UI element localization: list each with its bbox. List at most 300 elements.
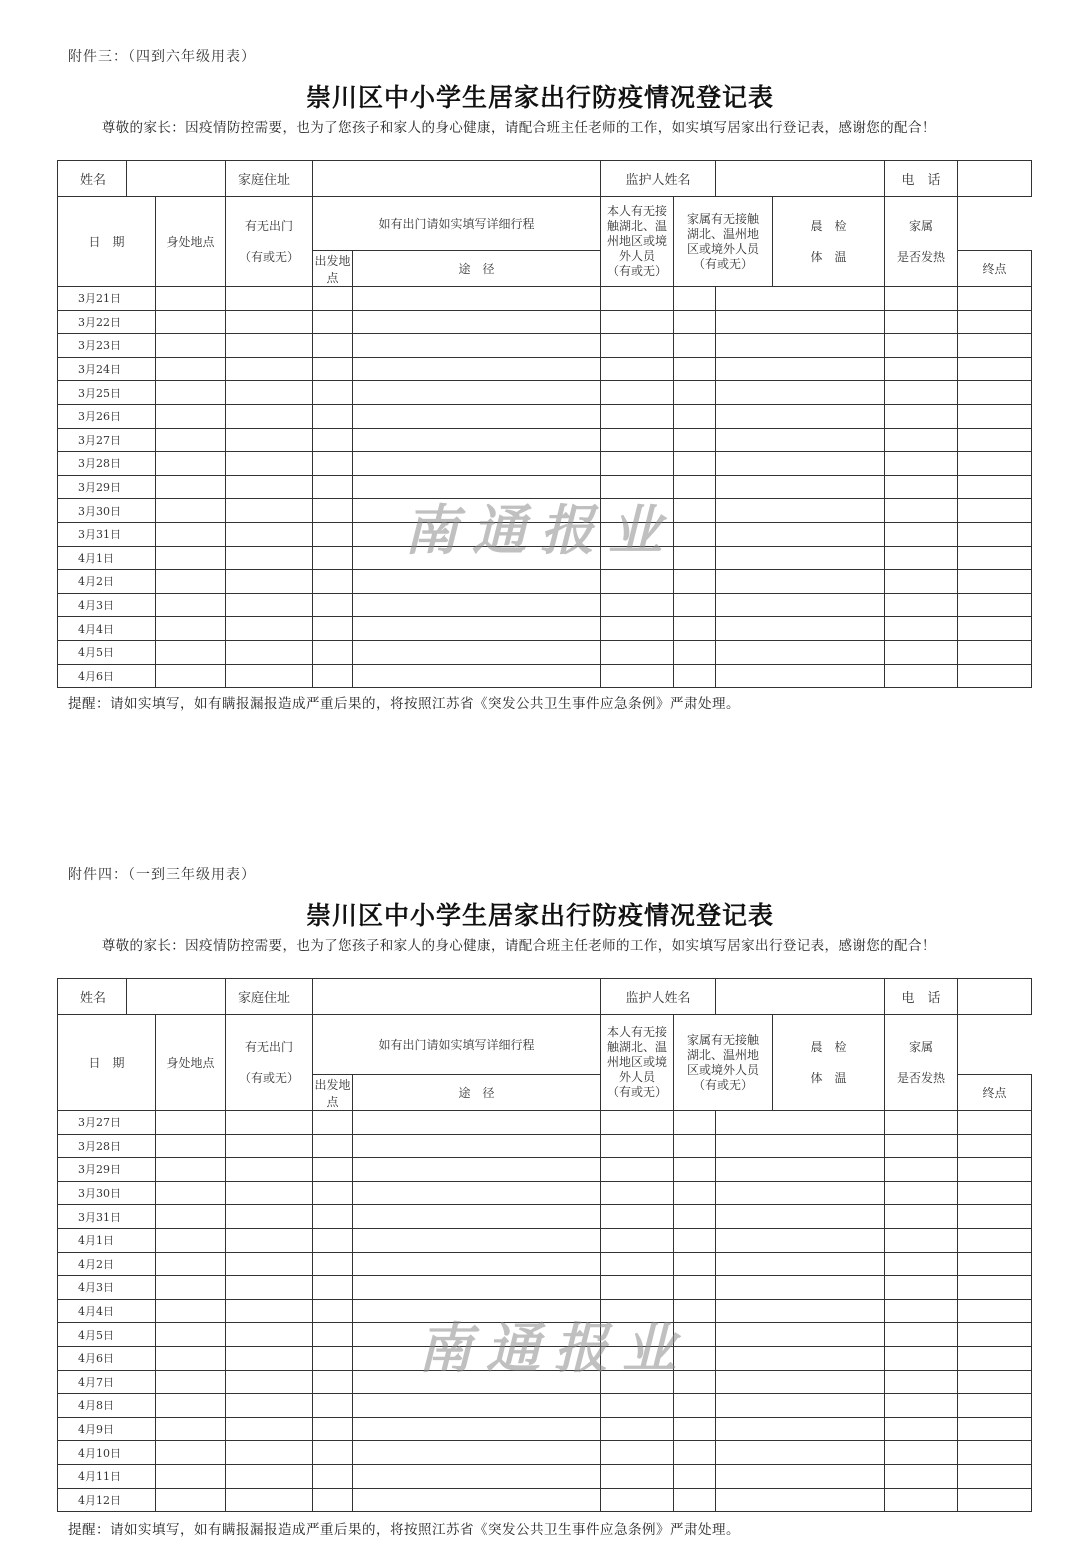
- family-fever-cell[interactable]: [958, 1205, 1032, 1229]
- location-cell[interactable]: [156, 1181, 226, 1205]
- route-cell[interactable]: [353, 1464, 601, 1488]
- location-cell[interactable]: [156, 1488, 226, 1512]
- origin-cell[interactable]: [313, 452, 353, 476]
- location-cell[interactable]: [156, 546, 226, 570]
- origin-cell[interactable]: [313, 546, 353, 570]
- name-field[interactable]: [127, 979, 226, 1015]
- went-out-cell[interactable]: [226, 570, 313, 594]
- location-cell[interactable]: [156, 1158, 226, 1182]
- location-cell[interactable]: [156, 381, 226, 405]
- origin-cell[interactable]: [313, 1394, 353, 1418]
- family-fever-cell[interactable]: [958, 1276, 1032, 1300]
- morning-temp-cell[interactable]: [885, 357, 958, 381]
- family-fever-cell[interactable]: [958, 1111, 1032, 1135]
- self-contact-cell[interactable]: [674, 1346, 716, 1370]
- family-fever-cell[interactable]: [958, 1158, 1032, 1182]
- family-fever-cell[interactable]: [958, 1441, 1032, 1465]
- family-fever-cell[interactable]: [958, 287, 1032, 311]
- went-out-cell[interactable]: [226, 1205, 313, 1229]
- destination-cell[interactable]: [601, 1488, 674, 1512]
- self-contact-cell[interactable]: [674, 357, 716, 381]
- location-cell[interactable]: [156, 1346, 226, 1370]
- destination-cell[interactable]: [601, 1205, 674, 1229]
- route-cell[interactable]: [353, 593, 601, 617]
- went-out-cell[interactable]: [226, 381, 313, 405]
- location-cell[interactable]: [156, 1228, 226, 1252]
- destination-cell[interactable]: [601, 522, 674, 546]
- family-contact-cell[interactable]: [716, 357, 885, 381]
- destination-cell[interactable]: [601, 1111, 674, 1135]
- destination-cell[interactable]: [601, 1252, 674, 1276]
- destination-cell[interactable]: [601, 381, 674, 405]
- origin-cell[interactable]: [313, 1228, 353, 1252]
- origin-cell[interactable]: [313, 404, 353, 428]
- destination-cell[interactable]: [601, 1394, 674, 1418]
- destination-cell[interactable]: [601, 1417, 674, 1441]
- morning-temp-cell[interactable]: [885, 1346, 958, 1370]
- destination-cell[interactable]: [601, 357, 674, 381]
- origin-cell[interactable]: [313, 1252, 353, 1276]
- family-fever-cell[interactable]: [958, 570, 1032, 594]
- location-cell[interactable]: [156, 1134, 226, 1158]
- went-out-cell[interactable]: [226, 1488, 313, 1512]
- origin-cell[interactable]: [313, 381, 353, 405]
- destination-cell[interactable]: [601, 1464, 674, 1488]
- self-contact-cell[interactable]: [674, 1158, 716, 1182]
- location-cell[interactable]: [156, 1394, 226, 1418]
- destination-cell[interactable]: [601, 475, 674, 499]
- location-cell[interactable]: [156, 499, 226, 523]
- destination-cell[interactable]: [601, 593, 674, 617]
- morning-temp-cell[interactable]: [885, 475, 958, 499]
- family-fever-cell[interactable]: [958, 499, 1032, 523]
- origin-cell[interactable]: [313, 475, 353, 499]
- location-cell[interactable]: [156, 310, 226, 334]
- location-cell[interactable]: [156, 1323, 226, 1347]
- family-contact-cell[interactable]: [716, 1394, 885, 1418]
- origin-cell[interactable]: [313, 1111, 353, 1135]
- morning-temp-cell[interactable]: [885, 593, 958, 617]
- morning-temp-cell[interactable]: [885, 499, 958, 523]
- morning-temp-cell[interactable]: [885, 404, 958, 428]
- self-contact-cell[interactable]: [674, 1252, 716, 1276]
- family-contact-cell[interactable]: [716, 1441, 885, 1465]
- went-out-cell[interactable]: [226, 452, 313, 476]
- family-fever-cell[interactable]: [958, 475, 1032, 499]
- destination-cell[interactable]: [601, 499, 674, 523]
- family-contact-cell[interactable]: [716, 1488, 885, 1512]
- origin-cell[interactable]: [313, 1488, 353, 1512]
- went-out-cell[interactable]: [226, 334, 313, 358]
- route-cell[interactable]: [353, 334, 601, 358]
- family-contact-cell[interactable]: [716, 475, 885, 499]
- self-contact-cell[interactable]: [674, 617, 716, 641]
- family-fever-cell[interactable]: [958, 1134, 1032, 1158]
- went-out-cell[interactable]: [226, 404, 313, 428]
- family-contact-cell[interactable]: [716, 617, 885, 641]
- morning-temp-cell[interactable]: [885, 664, 958, 688]
- route-cell[interactable]: [353, 1488, 601, 1512]
- origin-cell[interactable]: [313, 334, 353, 358]
- family-contact-cell[interactable]: [716, 1323, 885, 1347]
- family-contact-cell[interactable]: [716, 452, 885, 476]
- address-field[interactable]: [313, 161, 601, 197]
- family-contact-cell[interactable]: [716, 287, 885, 311]
- location-cell[interactable]: [156, 1370, 226, 1394]
- route-cell[interactable]: [353, 1370, 601, 1394]
- destination-cell[interactable]: [601, 570, 674, 594]
- went-out-cell[interactable]: [226, 546, 313, 570]
- destination-cell[interactable]: [601, 287, 674, 311]
- origin-cell[interactable]: [313, 617, 353, 641]
- went-out-cell[interactable]: [226, 593, 313, 617]
- morning-temp-cell[interactable]: [885, 1441, 958, 1465]
- route-cell[interactable]: [353, 1299, 601, 1323]
- morning-temp-cell[interactable]: [885, 570, 958, 594]
- location-cell[interactable]: [156, 570, 226, 594]
- self-contact-cell[interactable]: [674, 1276, 716, 1300]
- went-out-cell[interactable]: [226, 1441, 313, 1465]
- route-cell[interactable]: [353, 1228, 601, 1252]
- family-contact-cell[interactable]: [716, 570, 885, 594]
- family-contact-cell[interactable]: [716, 404, 885, 428]
- self-contact-cell[interactable]: [674, 1323, 716, 1347]
- location-cell[interactable]: [156, 1205, 226, 1229]
- family-fever-cell[interactable]: [958, 428, 1032, 452]
- family-fever-cell[interactable]: [958, 546, 1032, 570]
- self-contact-cell[interactable]: [674, 1134, 716, 1158]
- origin-cell[interactable]: [313, 428, 353, 452]
- morning-temp-cell[interactable]: [885, 1299, 958, 1323]
- phone-field[interactable]: [958, 979, 1032, 1015]
- went-out-cell[interactable]: [226, 475, 313, 499]
- location-cell[interactable]: [156, 664, 226, 688]
- location-cell[interactable]: [156, 1441, 226, 1465]
- location-cell[interactable]: [156, 1417, 226, 1441]
- location-cell[interactable]: [156, 522, 226, 546]
- family-fever-cell[interactable]: [958, 640, 1032, 664]
- origin-cell[interactable]: [313, 1299, 353, 1323]
- destination-cell[interactable]: [601, 664, 674, 688]
- guardian-field[interactable]: [716, 161, 885, 197]
- self-contact-cell[interactable]: [674, 310, 716, 334]
- family-fever-cell[interactable]: [958, 1228, 1032, 1252]
- route-cell[interactable]: [353, 452, 601, 476]
- location-cell[interactable]: [156, 1299, 226, 1323]
- family-fever-cell[interactable]: [958, 1346, 1032, 1370]
- family-fever-cell[interactable]: [958, 404, 1032, 428]
- family-fever-cell[interactable]: [958, 334, 1032, 358]
- family-contact-cell[interactable]: [716, 381, 885, 405]
- self-contact-cell[interactable]: [674, 428, 716, 452]
- origin-cell[interactable]: [313, 570, 353, 594]
- family-contact-cell[interactable]: [716, 499, 885, 523]
- self-contact-cell[interactable]: [674, 1417, 716, 1441]
- family-fever-cell[interactable]: [958, 1488, 1032, 1512]
- went-out-cell[interactable]: [226, 1346, 313, 1370]
- family-contact-cell[interactable]: [716, 1228, 885, 1252]
- route-cell[interactable]: [353, 428, 601, 452]
- went-out-cell[interactable]: [226, 1370, 313, 1394]
- phone-field[interactable]: [958, 161, 1032, 197]
- location-cell[interactable]: [156, 617, 226, 641]
- went-out-cell[interactable]: [226, 1158, 313, 1182]
- morning-temp-cell[interactable]: [885, 452, 958, 476]
- route-cell[interactable]: [353, 1276, 601, 1300]
- route-cell[interactable]: [353, 499, 601, 523]
- self-contact-cell[interactable]: [674, 522, 716, 546]
- family-fever-cell[interactable]: [958, 310, 1032, 334]
- family-fever-cell[interactable]: [958, 1252, 1032, 1276]
- morning-temp-cell[interactable]: [885, 1276, 958, 1300]
- origin-cell[interactable]: [313, 499, 353, 523]
- route-cell[interactable]: [353, 1252, 601, 1276]
- location-cell[interactable]: [156, 1252, 226, 1276]
- family-contact-cell[interactable]: [716, 1464, 885, 1488]
- self-contact-cell[interactable]: [674, 640, 716, 664]
- guardian-field[interactable]: [716, 979, 885, 1015]
- family-fever-cell[interactable]: [958, 1181, 1032, 1205]
- origin-cell[interactable]: [313, 1323, 353, 1347]
- family-fever-cell[interactable]: [958, 522, 1032, 546]
- origin-cell[interactable]: [313, 1181, 353, 1205]
- self-contact-cell[interactable]: [674, 593, 716, 617]
- self-contact-cell[interactable]: [674, 1228, 716, 1252]
- morning-temp-cell[interactable]: [885, 1134, 958, 1158]
- family-contact-cell[interactable]: [716, 1417, 885, 1441]
- route-cell[interactable]: [353, 1346, 601, 1370]
- location-cell[interactable]: [156, 640, 226, 664]
- self-contact-cell[interactable]: [674, 570, 716, 594]
- morning-temp-cell[interactable]: [885, 1488, 958, 1512]
- route-cell[interactable]: [353, 640, 601, 664]
- morning-temp-cell[interactable]: [885, 617, 958, 641]
- destination-cell[interactable]: [601, 310, 674, 334]
- family-contact-cell[interactable]: [716, 1346, 885, 1370]
- destination-cell[interactable]: [601, 1228, 674, 1252]
- route-cell[interactable]: [353, 404, 601, 428]
- location-cell[interactable]: [156, 1464, 226, 1488]
- went-out-cell[interactable]: [226, 1111, 313, 1135]
- morning-temp-cell[interactable]: [885, 1464, 958, 1488]
- family-fever-cell[interactable]: [958, 593, 1032, 617]
- route-cell[interactable]: [353, 287, 601, 311]
- origin-cell[interactable]: [313, 1370, 353, 1394]
- origin-cell[interactable]: [313, 1346, 353, 1370]
- went-out-cell[interactable]: [226, 1394, 313, 1418]
- went-out-cell[interactable]: [226, 1181, 313, 1205]
- destination-cell[interactable]: [601, 1299, 674, 1323]
- family-contact-cell[interactable]: [716, 1205, 885, 1229]
- self-contact-cell[interactable]: [674, 1464, 716, 1488]
- morning-temp-cell[interactable]: [885, 310, 958, 334]
- morning-temp-cell[interactable]: [885, 428, 958, 452]
- family-contact-cell[interactable]: [716, 1299, 885, 1323]
- family-fever-cell[interactable]: [958, 1299, 1032, 1323]
- went-out-cell[interactable]: [226, 1228, 313, 1252]
- family-contact-cell[interactable]: [716, 546, 885, 570]
- morning-temp-cell[interactable]: [885, 1158, 958, 1182]
- destination-cell[interactable]: [601, 1370, 674, 1394]
- went-out-cell[interactable]: [226, 1323, 313, 1347]
- family-contact-cell[interactable]: [716, 1252, 885, 1276]
- went-out-cell[interactable]: [226, 357, 313, 381]
- family-contact-cell[interactable]: [716, 522, 885, 546]
- route-cell[interactable]: [353, 1111, 601, 1135]
- route-cell[interactable]: [353, 310, 601, 334]
- morning-temp-cell[interactable]: [885, 381, 958, 405]
- destination-cell[interactable]: [601, 1134, 674, 1158]
- location-cell[interactable]: [156, 287, 226, 311]
- self-contact-cell[interactable]: [674, 1299, 716, 1323]
- route-cell[interactable]: [353, 522, 601, 546]
- went-out-cell[interactable]: [226, 1417, 313, 1441]
- family-fever-cell[interactable]: [958, 617, 1032, 641]
- morning-temp-cell[interactable]: [885, 1181, 958, 1205]
- route-cell[interactable]: [353, 570, 601, 594]
- route-cell[interactable]: [353, 617, 601, 641]
- family-contact-cell[interactable]: [716, 1276, 885, 1300]
- family-fever-cell[interactable]: [958, 1323, 1032, 1347]
- route-cell[interactable]: [353, 1417, 601, 1441]
- location-cell[interactable]: [156, 334, 226, 358]
- went-out-cell[interactable]: [226, 617, 313, 641]
- location-cell[interactable]: [156, 357, 226, 381]
- self-contact-cell[interactable]: [674, 1370, 716, 1394]
- destination-cell[interactable]: [601, 546, 674, 570]
- went-out-cell[interactable]: [226, 1276, 313, 1300]
- route-cell[interactable]: [353, 546, 601, 570]
- origin-cell[interactable]: [313, 522, 353, 546]
- self-contact-cell[interactable]: [674, 1205, 716, 1229]
- location-cell[interactable]: [156, 1276, 226, 1300]
- morning-temp-cell[interactable]: [885, 1228, 958, 1252]
- morning-temp-cell[interactable]: [885, 1370, 958, 1394]
- destination-cell[interactable]: [601, 1158, 674, 1182]
- destination-cell[interactable]: [601, 428, 674, 452]
- destination-cell[interactable]: [601, 1441, 674, 1465]
- self-contact-cell[interactable]: [674, 1394, 716, 1418]
- location-cell[interactable]: [156, 428, 226, 452]
- family-contact-cell[interactable]: [716, 664, 885, 688]
- origin-cell[interactable]: [313, 1441, 353, 1465]
- route-cell[interactable]: [353, 1134, 601, 1158]
- family-fever-cell[interactable]: [958, 1464, 1032, 1488]
- morning-temp-cell[interactable]: [885, 334, 958, 358]
- destination-cell[interactable]: [601, 640, 674, 664]
- self-contact-cell[interactable]: [674, 664, 716, 688]
- family-contact-cell[interactable]: [716, 334, 885, 358]
- self-contact-cell[interactable]: [674, 499, 716, 523]
- family-contact-cell[interactable]: [716, 310, 885, 334]
- location-cell[interactable]: [156, 452, 226, 476]
- went-out-cell[interactable]: [226, 1464, 313, 1488]
- origin-cell[interactable]: [313, 310, 353, 334]
- self-contact-cell[interactable]: [674, 452, 716, 476]
- origin-cell[interactable]: [313, 1276, 353, 1300]
- address-field[interactable]: [313, 979, 601, 1015]
- family-contact-cell[interactable]: [716, 1158, 885, 1182]
- family-fever-cell[interactable]: [958, 1417, 1032, 1441]
- self-contact-cell[interactable]: [674, 475, 716, 499]
- morning-temp-cell[interactable]: [885, 1205, 958, 1229]
- went-out-cell[interactable]: [226, 428, 313, 452]
- morning-temp-cell[interactable]: [885, 1111, 958, 1135]
- route-cell[interactable]: [353, 1394, 601, 1418]
- self-contact-cell[interactable]: [674, 334, 716, 358]
- went-out-cell[interactable]: [226, 1252, 313, 1276]
- route-cell[interactable]: [353, 381, 601, 405]
- location-cell[interactable]: [156, 475, 226, 499]
- destination-cell[interactable]: [601, 617, 674, 641]
- self-contact-cell[interactable]: [674, 1111, 716, 1135]
- self-contact-cell[interactable]: [674, 381, 716, 405]
- route-cell[interactable]: [353, 475, 601, 499]
- origin-cell[interactable]: [313, 1134, 353, 1158]
- location-cell[interactable]: [156, 1111, 226, 1135]
- destination-cell[interactable]: [601, 452, 674, 476]
- route-cell[interactable]: [353, 664, 601, 688]
- morning-temp-cell[interactable]: [885, 1417, 958, 1441]
- morning-temp-cell[interactable]: [885, 522, 958, 546]
- family-fever-cell[interactable]: [958, 357, 1032, 381]
- family-fever-cell[interactable]: [958, 1394, 1032, 1418]
- route-cell[interactable]: [353, 1323, 601, 1347]
- went-out-cell[interactable]: [226, 1299, 313, 1323]
- went-out-cell[interactable]: [226, 310, 313, 334]
- origin-cell[interactable]: [313, 664, 353, 688]
- destination-cell[interactable]: [601, 1181, 674, 1205]
- family-fever-cell[interactable]: [958, 664, 1032, 688]
- self-contact-cell[interactable]: [674, 1181, 716, 1205]
- origin-cell[interactable]: [313, 357, 353, 381]
- origin-cell[interactable]: [313, 593, 353, 617]
- went-out-cell[interactable]: [226, 522, 313, 546]
- self-contact-cell[interactable]: [674, 404, 716, 428]
- destination-cell[interactable]: [601, 404, 674, 428]
- destination-cell[interactable]: [601, 1276, 674, 1300]
- origin-cell[interactable]: [313, 640, 353, 664]
- family-contact-cell[interactable]: [716, 1370, 885, 1394]
- family-contact-cell[interactable]: [716, 1181, 885, 1205]
- name-field[interactable]: [127, 161, 226, 197]
- route-cell[interactable]: [353, 1181, 601, 1205]
- family-contact-cell[interactable]: [716, 428, 885, 452]
- family-contact-cell[interactable]: [716, 1134, 885, 1158]
- went-out-cell[interactable]: [226, 1134, 313, 1158]
- morning-temp-cell[interactable]: [885, 640, 958, 664]
- morning-temp-cell[interactable]: [885, 1252, 958, 1276]
- family-fever-cell[interactable]: [958, 381, 1032, 405]
- went-out-cell[interactable]: [226, 664, 313, 688]
- origin-cell[interactable]: [313, 1158, 353, 1182]
- morning-temp-cell[interactable]: [885, 287, 958, 311]
- self-contact-cell[interactable]: [674, 1488, 716, 1512]
- self-contact-cell[interactable]: [674, 1441, 716, 1465]
- origin-cell[interactable]: [313, 1205, 353, 1229]
- origin-cell[interactable]: [313, 287, 353, 311]
- family-contact-cell[interactable]: [716, 640, 885, 664]
- family-fever-cell[interactable]: [958, 452, 1032, 476]
- destination-cell[interactable]: [601, 1346, 674, 1370]
- self-contact-cell[interactable]: [674, 287, 716, 311]
- self-contact-cell[interactable]: [674, 546, 716, 570]
- destination-cell[interactable]: [601, 1323, 674, 1347]
- morning-temp-cell[interactable]: [885, 1323, 958, 1347]
- family-fever-cell[interactable]: [958, 1370, 1032, 1394]
- morning-temp-cell[interactable]: [885, 546, 958, 570]
- family-contact-cell[interactable]: [716, 1111, 885, 1135]
